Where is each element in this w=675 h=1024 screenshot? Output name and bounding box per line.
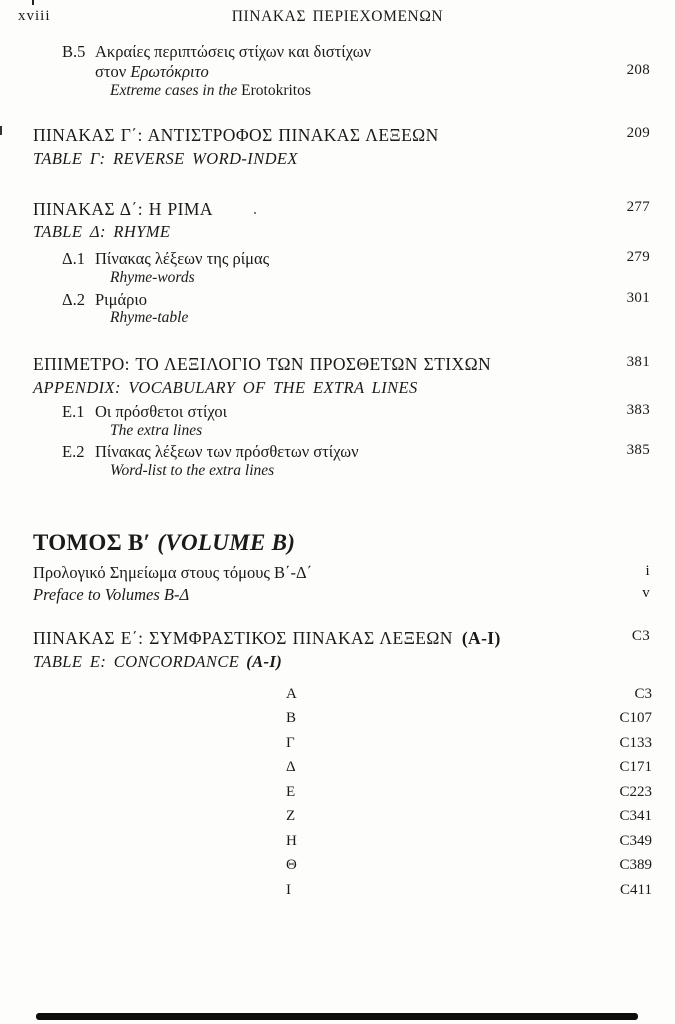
- section-heading-greek: ΠΙΝΑΚΑΣ Δ΄: Η ΡΙΜΑ: [33, 199, 213, 219]
- page-number: C223: [619, 784, 652, 800]
- volume-title-greek: ΤΟΜΟΣ Β′: [33, 530, 151, 555]
- entry-text: Πίνακας λέξεων των πρόσθετων στίχων: [95, 442, 359, 461]
- entry-translation: Word-list to the extra lines: [110, 462, 275, 479]
- section-heading-greek-text: ΠΙΝΑΚΑΣ Ε΄: ΣΥΜΦΡΑΣΤΙΚΟΣ ΠΙΝΑΚΑΣ ΛΕΞΕΩΝ: [33, 628, 453, 648]
- entry-number: Ε.2: [62, 442, 85, 461]
- letter-label: Η: [286, 833, 297, 849]
- letter-label: Α: [286, 686, 297, 702]
- scan-speck-left: [0, 126, 2, 135]
- entry-text: Ακραίες περιπτώσεις στίχων και διστίχων: [95, 42, 372, 61]
- translation-italic-part: Extreme cases in the: [110, 82, 242, 99]
- letter-label: Ζ: [286, 808, 296, 824]
- section-heading-english: TABLE Γ: REVERSE WORD-INDEX: [33, 149, 298, 168]
- entry-text: Ριμάριο: [95, 290, 148, 309]
- entry-number: Δ.1: [62, 249, 85, 268]
- page-number: i: [645, 563, 650, 579]
- letter-range: (Α-Ι): [246, 652, 283, 671]
- entry-translation: Rhyme-table: [110, 309, 189, 326]
- entry-text-continued: [95, 62, 209, 82]
- volume-title-english: (VOLUME B): [157, 530, 296, 555]
- running-title: ΠΙΝΑΚΑΣ ΠΕΡΙΕΧΟΜΕΝΩΝ: [231, 8, 444, 25]
- letter-label: Β: [286, 710, 297, 726]
- page-number: C133: [619, 735, 652, 751]
- entry-text-prefix: στον: [95, 62, 131, 81]
- page-header: [0, 8, 675, 26]
- page-number: 385: [626, 442, 650, 458]
- scan-speck-top: [32, 0, 34, 5]
- page-number: 383: [626, 402, 650, 418]
- section-heading-greek: ΠΙΝΑΚΑΣ Γ΄: ΑΝΤΙΣΤΡΟΦΟΣ ΠΙΝΑΚΑΣ ΛΕΞΕΩΝ: [33, 125, 439, 145]
- section-heading-english: TABLE Δ: RHYME: [33, 222, 171, 241]
- letter-label: Δ: [286, 759, 296, 775]
- entry-translation: Rhyme-words: [110, 269, 195, 286]
- page-number: C389: [619, 857, 652, 873]
- page-number: C3: [631, 628, 650, 644]
- entry-number: Δ.2: [62, 290, 85, 309]
- page-number: C341: [619, 808, 652, 824]
- volume-title: [33, 530, 295, 556]
- scan-edge-artifact: [36, 1013, 638, 1020]
- letter-label: Ε: [286, 784, 296, 800]
- entry-translation: The extra lines: [110, 422, 203, 439]
- work-title: Ερωτόκριτο: [130, 62, 209, 81]
- section-heading-greek: ΕΠΙΜΕΤΡΟ: ΤΟ ΛΕΞΙΛΟΓΙΟ ΤΩΝ ΠΡΟΣΘΕΤΩΝ ΣΤΙΧΩΝ: [33, 354, 492, 374]
- preface-english: Preface to Volumes Β-Δ: [33, 585, 190, 604]
- page-number: 277: [626, 199, 650, 215]
- entry-number: Ε.1: [62, 402, 85, 421]
- translation-roman-part: Erotokritos: [241, 82, 311, 99]
- page-number: 279: [626, 249, 650, 265]
- preface-greek: Προλογικό Σημείωμα στους τόμους Β΄-Δ΄: [33, 563, 313, 582]
- page-number: C3: [634, 686, 652, 702]
- section-heading-greek: [33, 628, 501, 649]
- folio-number: xviii: [18, 8, 51, 24]
- page-number: C107: [619, 710, 652, 726]
- page-number: 209: [626, 125, 650, 141]
- entry-text: Πίνακας λέξεων της ρίμας: [95, 249, 270, 268]
- scan-speck-mid: [254, 212, 256, 214]
- letter-label: Ι: [286, 882, 291, 898]
- letter-label: Θ: [286, 857, 297, 873]
- letter-label: Γ: [286, 735, 295, 751]
- page-number: v: [642, 585, 650, 601]
- page-number: 381: [626, 354, 650, 370]
- section-heading-english: [33, 652, 282, 672]
- page-number: C349: [619, 833, 652, 849]
- entry-number: Β.5: [62, 42, 86, 61]
- entry-text: Οι πρόσθετοι στίχοι: [95, 402, 228, 421]
- entry-translation: [110, 82, 311, 100]
- section-heading-english: APPENDIX: VOCABULARY OF THE EXTRA LINES: [33, 378, 418, 397]
- letter-range: (Α-Ι): [461, 628, 501, 648]
- page-number: C411: [620, 882, 652, 898]
- section-heading-english-text: TABLE Ε: CONCORDANCE: [33, 652, 240, 671]
- page-number: 301: [626, 290, 650, 306]
- page-number: C171: [619, 759, 652, 775]
- page-number: 208: [626, 62, 650, 78]
